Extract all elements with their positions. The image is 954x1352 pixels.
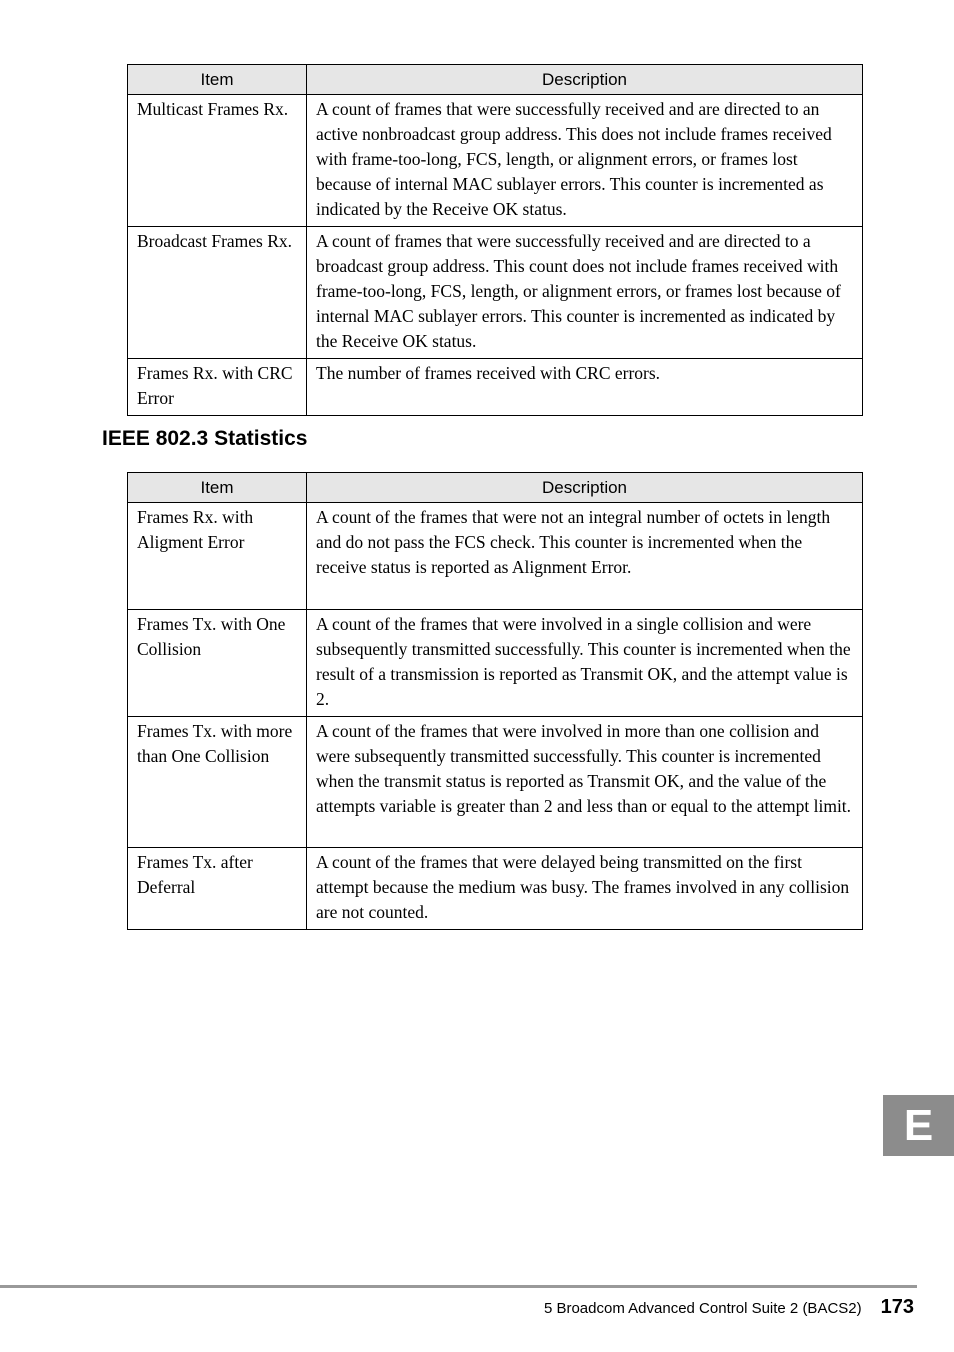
chapter-tab: E	[883, 1095, 954, 1156]
item-cell: Frames Rx. with Aligment Error	[128, 503, 307, 610]
description-cell: A count of the frames that were not an integral number of octets in length and do not pass the FCS check. This counter is incremented when the receive status is reported as Alignment Error.	[307, 503, 863, 610]
item-cell: Broadcast Frames Rx.	[128, 227, 307, 359]
table-row	[128, 359, 863, 416]
item-cell: Multicast Frames Rx.	[128, 95, 307, 227]
page-footer	[544, 1296, 914, 1319]
item-cell: Frames Tx. with more than One Collision	[128, 717, 307, 848]
column-header-description: Description	[307, 65, 863, 95]
table-row	[128, 503, 863, 610]
description-cell: A count of the frames that were delayed being transmitted on the first attempt because the medium was busy. The frames involved in any collision are not counted.	[307, 848, 863, 930]
description-cell: A count of the frames that were involved in a single collision and were subsequently transmitted successfully. This counter is incremented when the result of a transmission is reported as Transmit OK, and the attempt value is 2.	[307, 610, 863, 717]
column-header-item: Item	[128, 65, 307, 95]
description-cell: A count of frames that were successfully received and are directed to an active nonbroadcast group address. This does not include frames received with frame-too-long, FCS, length, or alignment errors, or frames lost because of internal MAC sublayer errors. This counter is incremented as indicated by the Receive OK status.	[307, 95, 863, 227]
section-heading: IEEE 802.3 Statistics	[102, 427, 308, 450]
description-cell: A count of the frames that were involved in more than one collision and were subsequently transmitted successfully. This counter is incremented when the transmit status is reported as Transmit OK, and the value of the attempts variable is greater than 2 and less than or equal to the attempt limit.	[307, 717, 863, 848]
item-cell: Frames Tx. with One Collision	[128, 610, 307, 717]
description-cell: The number of frames received with CRC errors.	[307, 359, 863, 416]
ieee-statistics-table	[127, 472, 863, 930]
footer-chapter-title: 5 Broadcom Advanced Control Suite 2 (BACS2)	[543, 1300, 862, 1317]
page-number: 173	[880, 1296, 914, 1318]
table-header-row	[128, 65, 863, 95]
column-header-description: Description	[307, 473, 863, 503]
table-row	[128, 717, 863, 848]
item-cell: Frames Rx. with CRC Error	[128, 359, 307, 416]
column-header-item: Item	[128, 473, 307, 503]
table-row	[128, 227, 863, 359]
table-header-row	[128, 473, 863, 503]
table-row	[128, 848, 863, 930]
table-row	[128, 610, 863, 717]
description-cell: A count of frames that were successfully received and are directed to a broadcast group address. This count does not include frames received with frame-too-long, FCS, length, or alignment errors, or frames lost because of internal MAC sublayer errors. This counter is incremented as indicated by the Receive OK status.	[307, 227, 863, 359]
table-row	[128, 95, 863, 227]
footer-divider	[0, 1285, 917, 1288]
statistics-table	[127, 64, 863, 416]
item-cell: Frames Tx. after Deferral	[128, 848, 307, 930]
